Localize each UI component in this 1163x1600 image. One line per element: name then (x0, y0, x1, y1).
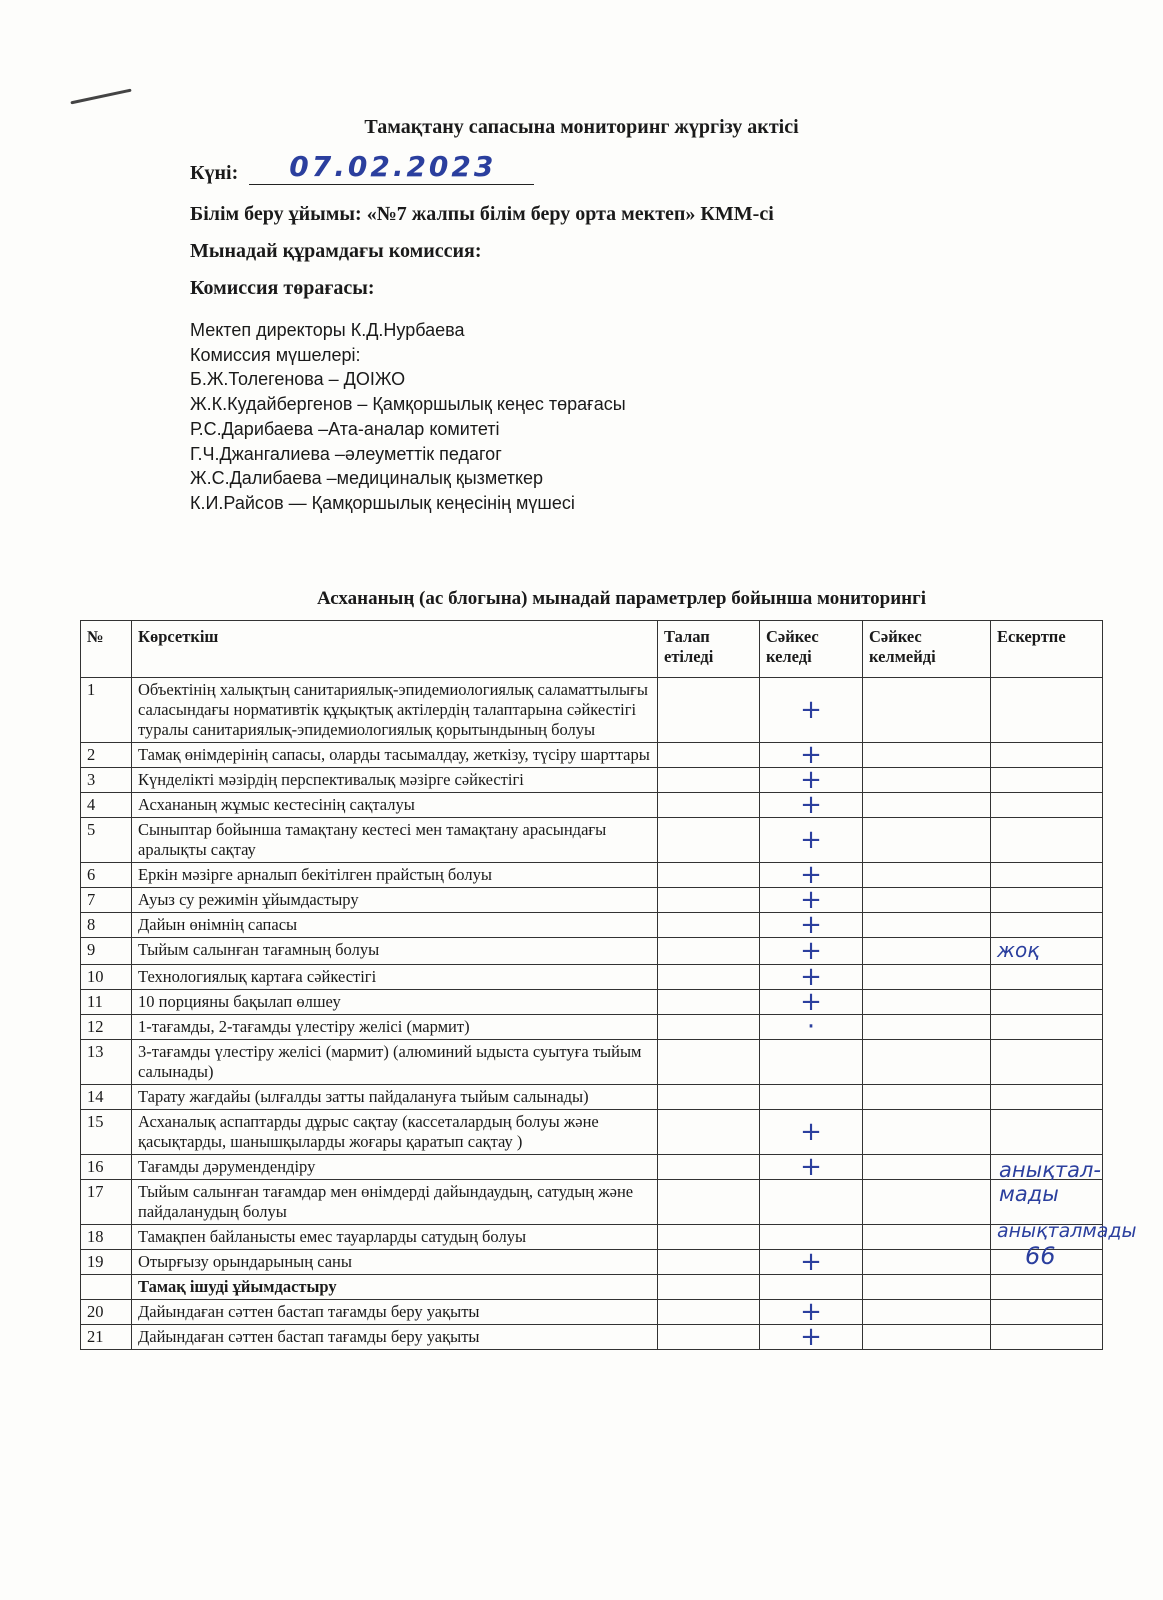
row-indicator: Отырғызу орындарының саны (132, 1250, 658, 1275)
row-noncompliant (863, 1110, 991, 1155)
date-label: Күні: (190, 162, 239, 184)
header-indicator: Көрсеткіш (132, 621, 658, 678)
row-indicator: Күнделікті мәзірдің перспективалық мәзірге сәйкестігі (132, 768, 658, 793)
table-row (81, 1225, 1103, 1250)
row-indicator: Тамақ өнімдерінің сапасы, оларды тасымалдау, жеткізу, түсіру шарттары (132, 743, 658, 768)
member-item: Комиссия мүшелері: (190, 344, 361, 365)
row-note (991, 1300, 1103, 1325)
row-number: 7 (81, 888, 132, 913)
row-note (991, 793, 1103, 818)
row-required (658, 1325, 760, 1350)
row-noncompliant (863, 1250, 991, 1275)
row-indicator: Сыныптар бойынша тамақтану кестесі мен тамақтану арасындағы аралықты сақтау (132, 818, 658, 863)
row-number: 8 (81, 913, 132, 938)
member-item: Р.С.Дарибаева –Ата-аналар комитеті (190, 418, 500, 439)
row-required (658, 768, 760, 793)
table-header-row (81, 621, 1103, 678)
row-number: 17 (81, 1180, 132, 1225)
table-row (81, 1110, 1103, 1155)
row-note (991, 1015, 1103, 1040)
table-row (81, 1040, 1103, 1085)
row-required (658, 938, 760, 965)
row-required (658, 1250, 760, 1275)
row-indicator: Дайындаған сәттен бастап тағамды беру уақыты (132, 1300, 658, 1325)
row-required (658, 818, 760, 863)
row-compliant-mark (760, 1180, 863, 1225)
member-item: Г.Ч.Джангалиева –әлеуметтік педагог (190, 443, 502, 464)
row-noncompliant (863, 1015, 991, 1040)
row-number: 19 (81, 1250, 132, 1275)
section-empty-cell (760, 1275, 863, 1300)
row-number: 6 (81, 863, 132, 888)
row-noncompliant (863, 965, 991, 990)
row-required (658, 1085, 760, 1110)
section-empty-cell (658, 1275, 760, 1300)
row-noncompliant (863, 1040, 991, 1085)
header-compliant: Сәйкес келеді (760, 621, 863, 678)
row-compliant-mark: + (760, 818, 863, 863)
row-indicator: Тыйым салынған тағамның болуы (132, 938, 658, 965)
table-row (81, 793, 1103, 818)
table-row (81, 863, 1103, 888)
row-note (991, 965, 1103, 990)
row-compliant-mark: + (760, 768, 863, 793)
row-indicator: 3-тағамды үлестіру желісі (мармит) (алюминий ыдыста суытуға тыйым салынады) (132, 1040, 658, 1085)
monitoring-table (80, 620, 1137, 1352)
header-num: № (81, 621, 132, 678)
header-note: Ескертпе (991, 621, 1103, 678)
row-required (658, 965, 760, 990)
row-required (658, 1040, 760, 1085)
row-number: 21 (81, 1325, 132, 1350)
table-row (81, 1155, 1103, 1180)
section-empty-cell (991, 1275, 1103, 1300)
table-row (81, 678, 1103, 743)
row-note (991, 1325, 1103, 1350)
row-note (991, 1085, 1103, 1110)
row-compliant-mark: · (760, 1015, 863, 1040)
handwritten-note: 66 (1025, 1242, 1056, 1270)
row-noncompliant (863, 913, 991, 938)
row-compliant-mark: + (760, 990, 863, 1015)
header-noncompliant: Сәйкес келмейді (863, 621, 991, 678)
date-value: 07.02.2023 (289, 150, 497, 183)
row-indicator: Тағамды дәрумендендіру (132, 1155, 658, 1180)
row-noncompliant (863, 888, 991, 913)
row-indicator: 10 порцияны бақылап өлшеу (132, 990, 658, 1015)
row-note (991, 913, 1103, 938)
row-indicator: 1-тағамды, 2-тағамды үлестіру желісі (мармит) (132, 1015, 658, 1040)
row-note (991, 678, 1103, 743)
row-noncompliant (863, 678, 991, 743)
header-required: Талап етіледі (658, 621, 760, 678)
row-compliant-mark: + (760, 793, 863, 818)
row-note (991, 1040, 1103, 1085)
row-required (658, 1180, 760, 1225)
member-item: Мектеп директоры К.Д.Нурбаева (190, 320, 465, 340)
table-row (81, 818, 1103, 863)
row-number: 14 (81, 1085, 132, 1110)
table-row (81, 913, 1103, 938)
date-field (249, 150, 534, 185)
row-number: 13 (81, 1040, 132, 1085)
row-compliant-mark: + (760, 938, 863, 965)
composition-line: Мынадай құрамдағы комиссия: (190, 240, 482, 262)
row-number: 1 (81, 678, 132, 743)
row-compliant-mark: + (760, 743, 863, 768)
row-note (991, 863, 1103, 888)
row-required (658, 1225, 760, 1250)
row-note (991, 938, 1103, 965)
row-note (991, 1158, 1103, 1225)
row-note (991, 818, 1103, 863)
row-number: 10 (81, 965, 132, 990)
row-number: 3 (81, 768, 132, 793)
row-required (658, 1155, 760, 1180)
row-noncompliant (863, 793, 991, 818)
handwritten-note: жоқ (997, 938, 1040, 962)
organization-line: Білім беру ұйымы: «№7 жалпы білім беру орта мектеп» КММ-сі (190, 203, 774, 225)
row-noncompliant (863, 743, 991, 768)
row-note (991, 990, 1103, 1015)
member-item: Ж.С.Далибаева –медициналық қызметкер (190, 468, 544, 489)
table-row (81, 990, 1103, 1015)
row-number: 4 (81, 793, 132, 818)
table-row (81, 888, 1103, 913)
table-row (81, 768, 1103, 793)
row-noncompliant (863, 938, 991, 965)
table-row (81, 1250, 1103, 1275)
row-number: 2 (81, 743, 132, 768)
row-number: 20 (81, 1300, 132, 1325)
row-compliant-mark (760, 1085, 863, 1110)
row-indicator: Асхананың жұмыс кестесінің сақталуы (132, 793, 658, 818)
row-indicator: Технологиялық картаға сәйкестігі (132, 965, 658, 990)
row-compliant-mark: + (760, 678, 863, 743)
scan-mark (70, 89, 131, 105)
row-compliant-mark (760, 1040, 863, 1085)
row-noncompliant (863, 818, 991, 863)
row-noncompliant (863, 863, 991, 888)
row-required (658, 913, 760, 938)
row-note (991, 768, 1103, 793)
table-row (81, 938, 1103, 965)
row-required (658, 1015, 760, 1040)
row-number: 9 (81, 938, 132, 965)
row-noncompliant (863, 990, 991, 1015)
row-required (658, 888, 760, 913)
row-indicator: Дайын өнімнің сапасы (132, 913, 658, 938)
row-indicator: Тамақпен байланысты емес тауарларды сатудың болуы (132, 1225, 658, 1250)
handwritten-note: анықталмады (997, 1220, 1137, 1242)
row-noncompliant (863, 768, 991, 793)
row-number: 15 (81, 1110, 132, 1155)
section-num (81, 1275, 132, 1300)
row-required (658, 990, 760, 1015)
table-row (81, 743, 1103, 768)
row-indicator: Еркін мәзірге арналып бекітілген прайстың болуы (132, 863, 658, 888)
member-item: Ж.К.Кудайбергенов – Қамқоршылық кеңес төрағасы (190, 394, 626, 415)
row-required (658, 863, 760, 888)
row-compliant-mark: + (760, 913, 863, 938)
row-note (991, 743, 1103, 768)
row-number: 12 (81, 1015, 132, 1040)
chair-label: Комиссия төрағасы: (190, 277, 375, 299)
row-required (658, 1300, 760, 1325)
row-noncompliant (863, 1155, 991, 1180)
row-indicator: Ауыз су режимін ұйымдастыру (132, 888, 658, 913)
row-indicator: Тыйым салынған тағамдар мен өнімдерді дайындаудың, сатудың және пайдаланудың болуы (132, 1180, 658, 1225)
row-number: 16 (81, 1155, 132, 1180)
row-number: 11 (81, 990, 132, 1015)
row-noncompliant (863, 1180, 991, 1225)
row-note (991, 1242, 1103, 1275)
row-note (991, 888, 1103, 913)
row-compliant-mark: + (760, 863, 863, 888)
row-required (658, 793, 760, 818)
row-compliant-mark: + (760, 1250, 863, 1275)
row-indicator: Тарату жағдайы (ылғалды затты пайдалануға тыйым салынады) (132, 1085, 658, 1110)
row-number: 18 (81, 1225, 132, 1250)
row-compliant-mark: + (760, 1300, 863, 1325)
row-indicator: Дайындаған сәттен бастап тағамды беру уақыты (132, 1325, 658, 1350)
section-empty-cell (863, 1275, 991, 1300)
member-item: К.И.Райсов — Қамқоршылық кеңесінің мүшесі (190, 492, 575, 513)
row-compliant-mark: + (760, 1110, 863, 1155)
row-number: 5 (81, 818, 132, 863)
row-compliant-mark: + (760, 888, 863, 913)
row-compliant-mark (760, 1225, 863, 1250)
row-noncompliant (863, 1325, 991, 1350)
row-compliant-mark: + (760, 965, 863, 990)
section-title: Тамақ ішуді ұйымдастыру (132, 1275, 658, 1300)
document-title: Тамақтану сапасына мониторинг жүргізу актісі (364, 116, 799, 138)
row-note (991, 1110, 1103, 1155)
member-item: Б.Ж.Толегенова – ДОІЖО (190, 369, 406, 390)
table-row (81, 1300, 1103, 1325)
section-row (81, 1275, 1103, 1300)
row-compliant-mark: + (760, 1325, 863, 1350)
table-row (81, 1325, 1103, 1350)
row-compliant-mark: + (760, 1155, 863, 1180)
table-row (81, 1085, 1103, 1110)
row-noncompliant (863, 1085, 991, 1110)
row-required (658, 678, 760, 743)
row-noncompliant (863, 1300, 991, 1325)
row-indicator: Асханалық аспаптарды дұрыс сақтау (кассеталардың болуы және қасықтарды, шанышқыларды жоғары қаратып сақтау ) (132, 1110, 658, 1155)
table-subtitle: Асхананың (ас блогына) мынадай параметрлер бойынша мониторингі (316, 588, 927, 609)
members-list (190, 318, 626, 516)
handwritten-note: анықтал-мады (999, 1158, 1101, 1206)
table-row (81, 1180, 1103, 1225)
date-line (190, 150, 534, 185)
table-row (81, 965, 1103, 990)
row-noncompliant (863, 1225, 991, 1250)
row-required (658, 743, 760, 768)
row-indicator: Объектінің халықтың санитариялық-эпидемиологиялық саламаттылығы саласындағы нормативтік құқықтық актілердің талаптарына сәйкестігі туралы санитариялық-эпидемиологиялық қорытындының болуы (132, 678, 658, 743)
row-required (658, 1110, 760, 1155)
table-row (81, 1015, 1103, 1040)
